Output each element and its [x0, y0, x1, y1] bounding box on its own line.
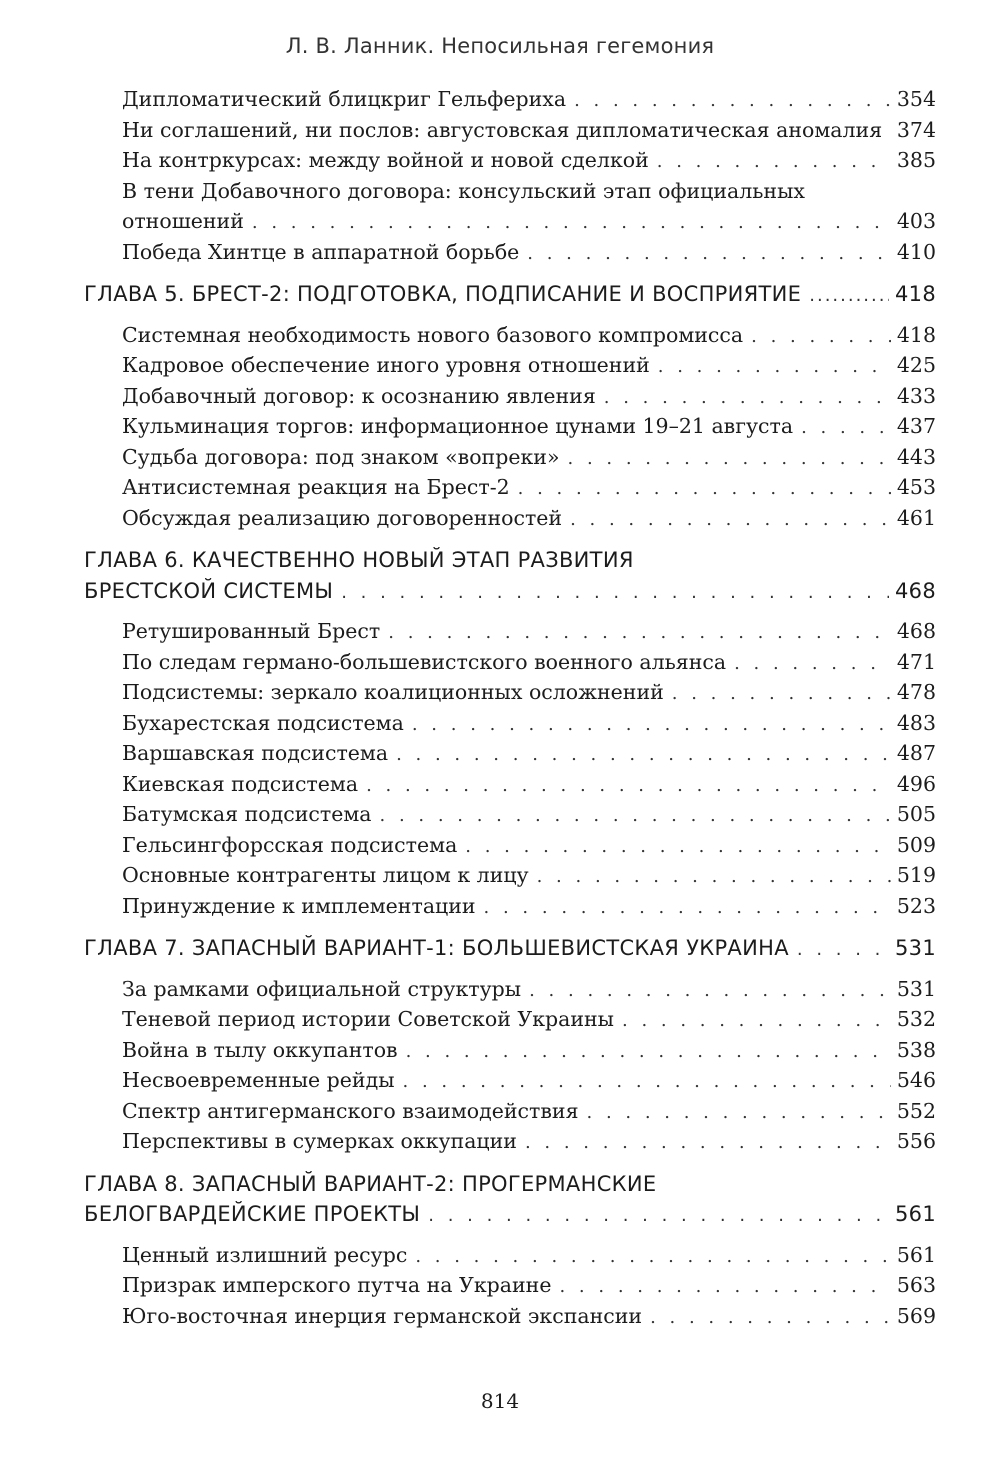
- toc-entry[interactable]: [122, 891, 936, 922]
- chapter-sections: [84, 1240, 936, 1332]
- toc-entry-title: По следам германо-большевистского военного альянса: [122, 649, 727, 674]
- toc-entry-title: Ни соглашений, ни послов: августовская дипломатическая аномалия: [122, 117, 883, 142]
- toc-entry[interactable]: [122, 1126, 936, 1157]
- toc-entry[interactable]: [122, 1301, 936, 1332]
- toc-entry-title: Бухарестская подсистема: [122, 710, 404, 735]
- dot-leader: [657, 147, 891, 178]
- toc-entry-page: 425: [896, 353, 936, 377]
- toc-entry-page: 468: [896, 619, 936, 643]
- toc-entry-title: Батумская подсистема: [122, 802, 372, 826]
- toc-entry-page: 443: [896, 444, 936, 469]
- dot-leader: [341, 578, 889, 609]
- dot-leader: [527, 239, 891, 270]
- toc-entry-title: Киевская подсистема: [122, 771, 359, 796]
- toc-entry-title: Дипломатический блицкриг Гельфериха: [122, 87, 567, 111]
- toc-entry[interactable]: [122, 1270, 936, 1301]
- toc-entry-page: 523: [896, 893, 936, 918]
- dot-leader: [465, 832, 891, 863]
- toc-entry-title: Теневой период истории Советской Украины: [122, 1007, 614, 1031]
- chapter-title: ГЛАВА 7. ЗАПАСНЫЙ ВАРИАНТ-1: БОЛЬШЕВИСТСКАЯ УКРАИНА: [84, 936, 789, 960]
- toc-entry-title-continued: отношений: [122, 209, 244, 233]
- dot-leader: [428, 1201, 889, 1232]
- toc-entry-page: 453: [896, 475, 936, 499]
- table-of-contents: [84, 84, 936, 1331]
- dot-leader: [801, 413, 891, 444]
- toc-entry-title: Призрак имперского путча на Украине: [122, 1273, 552, 1297]
- dot-leader: [574, 86, 891, 117]
- toc-entry-page: 487: [896, 741, 936, 765]
- toc-entry-title: В тени Добавочного договора: консульский этап официальных: [122, 178, 805, 203]
- dot-leader: [797, 935, 889, 966]
- dot-leader: [622, 1006, 891, 1037]
- toc-entry[interactable]: [122, 830, 936, 861]
- toc-entry[interactable]: [122, 442, 936, 473]
- toc-entry[interactable]: [122, 84, 936, 115]
- toc-entry-title: Системная необходимость нового базового компромисса: [122, 322, 744, 347]
- toc-entry-page: 433: [896, 383, 936, 408]
- toc-entry[interactable]: [122, 176, 936, 237]
- toc-entry-title: За рамками официальной структуры: [122, 976, 522, 1001]
- page-number: 814: [480, 1389, 520, 1413]
- chapter-sections: [84, 616, 936, 921]
- dot-leader: [587, 1098, 891, 1129]
- toc-entry-page: 546: [896, 1068, 936, 1092]
- toc-entry-title: Ценный излишний ресурс: [122, 1242, 408, 1267]
- chapter-title: ГЛАВА 5. БРЕСТ-2: ПОДГОТОВКА, ПОДПИСАНИЕ И ВОСПРИЯТИЕ: [84, 282, 802, 306]
- dot-leader: [396, 740, 891, 771]
- toc-entry-title: Победа Хинтце в аппаратной борьбе: [122, 239, 520, 264]
- toc-entry[interactable]: [122, 974, 936, 1005]
- toc-entry-page: 471: [896, 649, 936, 674]
- dot-leader: [751, 322, 891, 353]
- toc-entry[interactable]: [122, 616, 936, 647]
- toc-entry[interactable]: [122, 115, 936, 146]
- chapter-page: 418: [895, 282, 936, 306]
- toc-entry-page: 532: [896, 1007, 936, 1031]
- toc-entry[interactable]: [122, 381, 936, 412]
- toc-entry-page: 509: [896, 832, 936, 857]
- chapter-heading[interactable]: [84, 545, 936, 606]
- dot-leader: [484, 893, 891, 924]
- toc-entry-title: Кульминация торгов: информационное цунами 19–21 августа: [122, 414, 794, 438]
- toc-entry[interactable]: [122, 320, 936, 351]
- toc-entry-page: 410: [896, 239, 936, 264]
- dot-leader: [890, 117, 891, 148]
- toc-entry-page: 385: [896, 148, 936, 172]
- toc-entry-page: 538: [896, 1037, 936, 1062]
- chapter-title: ГЛАВА 8. ЗАПАСНЫЙ ВАРИАНТ-2: ПРОГЕРМАНСКИЕ: [84, 1171, 657, 1196]
- toc-entry[interactable]: [122, 860, 936, 891]
- dot-leader: [559, 1272, 890, 1303]
- toc-entry-title: Антисистемная реакция на Брест-2: [122, 475, 510, 499]
- toc-entry-page: 496: [896, 771, 936, 796]
- dot-leader: [809, 281, 889, 312]
- toc-entry-title: Юго-восточная инерция германской экспансии: [122, 1303, 643, 1328]
- toc-entry-page: 374: [896, 117, 936, 142]
- dot-leader: [658, 352, 891, 383]
- chapter-sections: [84, 974, 936, 1157]
- dot-leader: [415, 1242, 891, 1273]
- toc-entry[interactable]: [122, 350, 936, 381]
- toc-entry-title: Война в тылу оккупантов: [122, 1037, 398, 1062]
- dot-leader: [252, 208, 891, 239]
- toc-entry-title: Подсистемы: зеркало коалиционных осложнений: [122, 680, 664, 704]
- dot-leader: [672, 679, 891, 710]
- toc-entry[interactable]: [122, 1065, 936, 1096]
- toc-entry-page: 403: [896, 209, 936, 233]
- dot-leader: [568, 444, 891, 475]
- toc-entry-title: Спектр антигерманского взаимодействия: [122, 1098, 579, 1123]
- toc-entry[interactable]: [122, 411, 936, 442]
- dot-leader: [734, 649, 891, 680]
- toc-entry[interactable]: [122, 708, 936, 739]
- dot-leader: [525, 1128, 891, 1159]
- toc-entry[interactable]: [122, 237, 936, 268]
- toc-entry-title: Кадровое обеспечение иного уровня отношений: [122, 353, 650, 377]
- toc-entry[interactable]: [122, 472, 936, 503]
- chapter-sections: [84, 320, 936, 534]
- toc-entry-page: 478: [896, 680, 936, 704]
- toc-entry-title: Добавочный договор: к осознанию явления: [122, 383, 596, 408]
- toc-entry[interactable]: [122, 769, 936, 800]
- dot-leader: [403, 1067, 891, 1098]
- toc-entry-page: 461: [896, 505, 936, 530]
- running-header: Л. В. Ланник. Непосильная гегемония: [285, 34, 715, 58]
- toc-entry-title: Основные контрагенты лицом к лицу: [122, 863, 529, 887]
- toc-entry-page: 563: [896, 1273, 936, 1297]
- toc-entry[interactable]: [122, 677, 936, 708]
- dot-leader: [537, 862, 891, 893]
- toc-entry[interactable]: [122, 799, 936, 830]
- toc-entry-page: 483: [896, 710, 936, 735]
- dot-leader: [406, 1037, 891, 1068]
- chapter-title-continued: БРЕСТСКОЙ СИСТЕМЫ: [84, 578, 334, 603]
- dot-leader: [518, 474, 891, 505]
- dot-leader: [650, 1303, 891, 1334]
- leading-entries: [84, 84, 936, 267]
- chapter-heading[interactable]: [84, 933, 936, 964]
- chapter-title-continued: БЕЛОГВАРДЕЙСКИЕ ПРОЕКТЫ: [84, 1202, 421, 1226]
- dot-leader: [529, 976, 891, 1007]
- toc-entry-page: 354: [896, 87, 936, 111]
- toc-entry-page: 561: [896, 1242, 936, 1267]
- toc-entry[interactable]: [122, 1004, 936, 1035]
- toc-entry-page: 552: [896, 1098, 936, 1123]
- toc-entry[interactable]: [122, 738, 936, 769]
- toc-entry-page: 505: [896, 802, 936, 826]
- dot-leader: [388, 618, 891, 649]
- chapter-page: 531: [895, 936, 936, 960]
- dot-leader: [570, 505, 891, 536]
- chapter-title: ГЛАВА 6. КАЧЕСТВЕННО НОВЫЙ ЭТАП РАЗВИТИЯ: [84, 548, 634, 572]
- toc-entry[interactable]: [122, 145, 936, 176]
- dot-leader: [412, 710, 891, 741]
- chapter-page: 468: [895, 578, 936, 603]
- toc-entry-page: 556: [896, 1129, 936, 1153]
- toc-entry[interactable]: [122, 1035, 936, 1066]
- toc-entry-title: На контркурсах: между войной и новой сделкой: [122, 148, 649, 172]
- toc-entry-page: 519: [896, 863, 936, 887]
- dot-leader: [380, 801, 891, 832]
- toc-entry-title: Ретушированный Брест: [122, 619, 381, 643]
- toc-entry-page: 569: [896, 1303, 936, 1328]
- toc-entry-title: Варшавская подсистема: [122, 741, 389, 765]
- toc-entry[interactable]: [122, 647, 936, 678]
- toc-entry[interactable]: [122, 1240, 936, 1271]
- toc-entry-title: Несвоевременные рейды: [122, 1068, 395, 1092]
- toc-entry-page: 418: [896, 322, 936, 347]
- toc-entry-title: Обсуждая реализацию договоренностей: [122, 505, 563, 530]
- dot-leader: [604, 383, 891, 414]
- toc-entry[interactable]: [122, 1096, 936, 1127]
- toc-entry-title: Принуждение к имплементации: [122, 893, 476, 918]
- toc-entry-title: Перспективы в сумерках оккупации: [122, 1129, 517, 1153]
- chapter-heading[interactable]: [84, 1169, 936, 1230]
- dot-leader: [366, 771, 891, 802]
- toc-entry-page: 437: [896, 414, 936, 438]
- chapter-heading[interactable]: [84, 279, 936, 310]
- chapter-page: 561: [895, 1202, 936, 1226]
- toc-entry[interactable]: [122, 503, 936, 534]
- toc-entry-title: Гельсингфорсская подсистема: [122, 832, 458, 857]
- toc-entry-title: Судьба договора: под знаком «вопреки»: [122, 444, 560, 469]
- toc-entry-page: 531: [896, 976, 936, 1001]
